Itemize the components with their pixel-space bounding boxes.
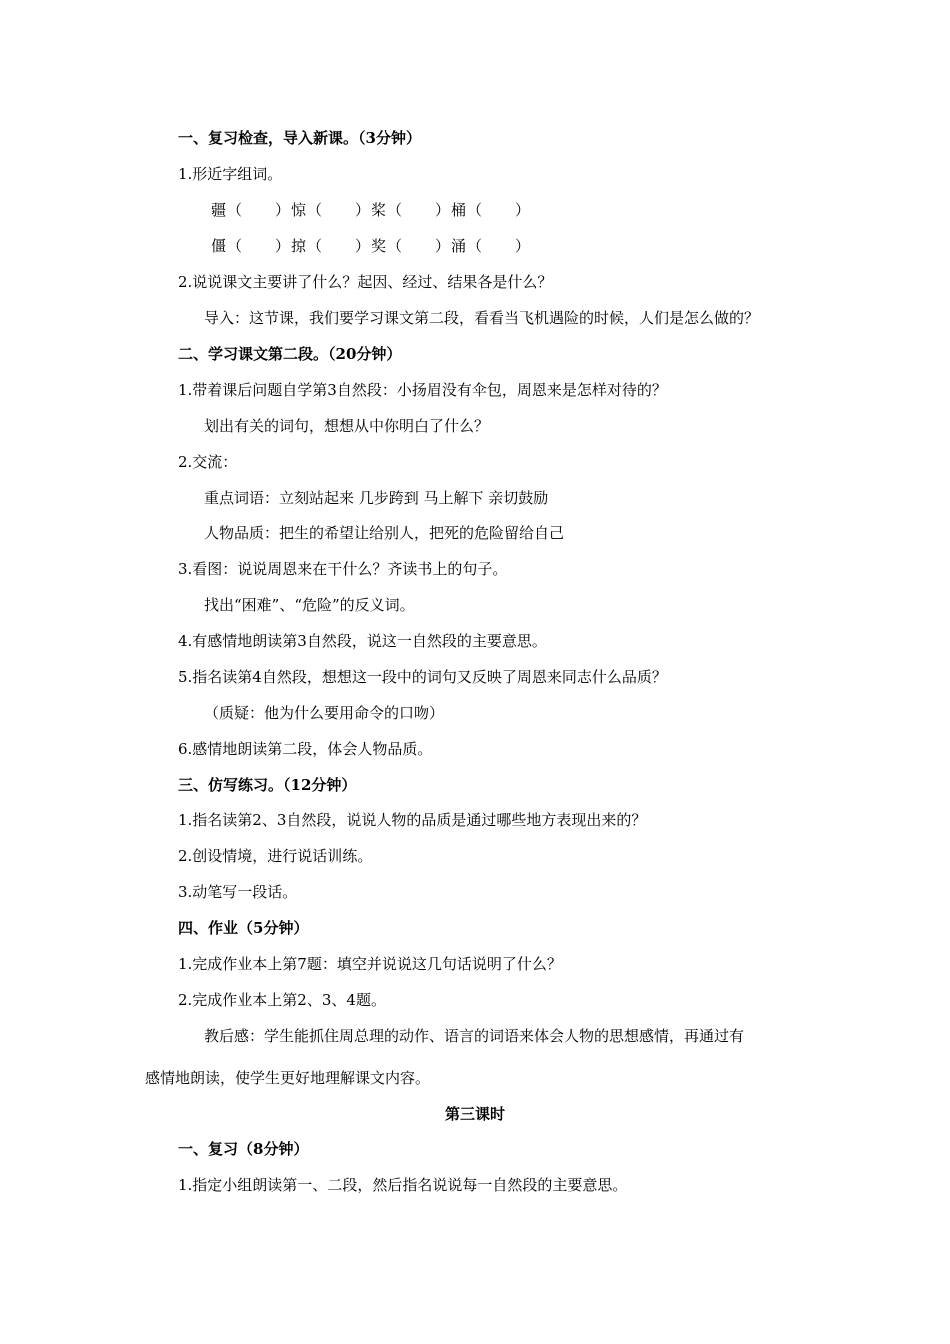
reflection-paragraph-continued: 感情地朗读，使学生更好地理解课文内容。 xyxy=(145,1069,431,1087)
section-heading-review-2: 一、复习（8分钟） xyxy=(178,1140,309,1158)
paragraph: 3.看图：说说周恩来在干什么？齐读书上的句子。 xyxy=(178,560,508,578)
paragraph: 1.带着课后问题自学第3自然段：小扬眉没有伞包，周恩来是怎样对待的？ xyxy=(178,381,667,399)
paragraph: 划出有关的词句，想想从中你明白了什么？ xyxy=(204,417,490,435)
section-heading-review: 一、复习检查，导入新课。（3分钟） xyxy=(178,129,421,147)
section-heading-study: 二、学习课文第二段。（20分钟） xyxy=(178,345,402,363)
paragraph: 2.交流： xyxy=(178,453,238,471)
paragraph: 4.有感情地朗读第3自然段，说这一自然段的主要意思。 xyxy=(178,632,547,650)
paragraph: 1.指名读第2、3自然段，说说人物的品质是通过哪些地方表现出来的？ xyxy=(178,811,647,829)
paragraph: 1.指定小组朗读第一、二段，然后指名说说每一自然段的主要意思。 xyxy=(178,1176,628,1194)
character-exercise-row: 僵（ ）掠（ ）奖（ ）涌（ ） xyxy=(211,237,532,255)
paragraph: 2.完成作业本上第2、3、4题。 xyxy=(178,991,386,1009)
paragraph: 2.创设情境，进行说话训练。 xyxy=(178,847,373,865)
paragraph: 重点词语：立刻站起来 几步跨到 马上解下 亲切鼓励 xyxy=(204,489,549,507)
lesson-title: 第三课时 xyxy=(444,1105,505,1123)
paragraph: 3.动笔写一段话。 xyxy=(178,883,298,901)
paragraph: 人物品质：把生的希望让给别人，把死的危险留给自己 xyxy=(204,524,565,542)
paragraph: 1.形近字组词。 xyxy=(178,165,283,183)
reflection-paragraph: 教后感：学生能抓住周总理的动作、语言的词语来体会人物的思想感情，再通过有 xyxy=(204,1027,745,1045)
paragraph: 5.指名读第4自然段，想想这一段中的词句又反映了周恩来同志什么品质？ xyxy=(178,668,667,686)
paragraph: 找出“困难”、“危险”的反义词。 xyxy=(204,596,415,614)
paragraph: 6.感情地朗读第二段，体会人物品质。 xyxy=(178,740,433,758)
character-exercise-row: 疆（ ）惊（ ）桨（ ）桶（ ） xyxy=(211,201,532,219)
paragraph: （质疑：他为什么要用命令的口吻） xyxy=(204,704,445,722)
section-heading-practice: 三、仿写练习。（12分钟） xyxy=(178,776,357,794)
paragraph: 导入：这节课，我们要学习课文第二段，看看当飞机遇险的时候，人们是怎么做的？ xyxy=(204,309,760,327)
paragraph: 2.说说课文主要讲了什么？起因、经过、结果各是什么？ xyxy=(178,273,553,291)
paragraph: 1.完成作业本上第7题：填空并说说这几句话说明了什么？ xyxy=(178,955,562,973)
section-heading-homework: 四、作业（5分钟） xyxy=(178,919,309,937)
